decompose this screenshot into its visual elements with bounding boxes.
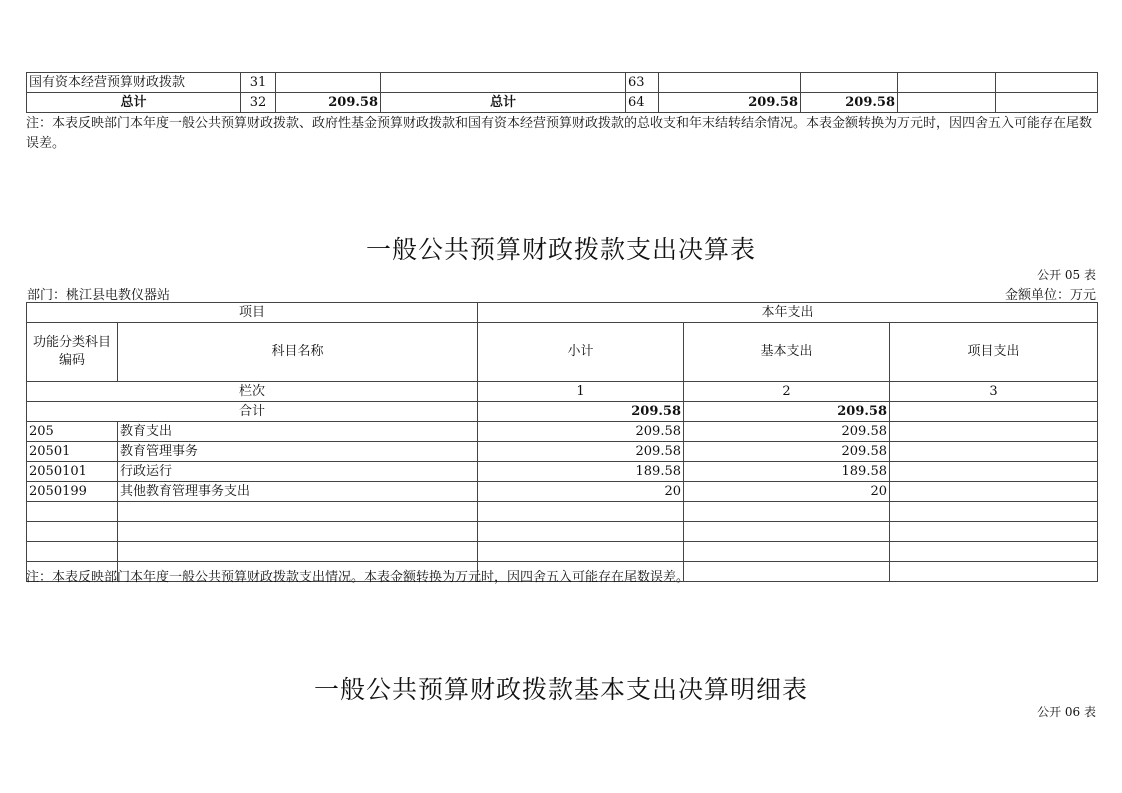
total-label-right: 总计 <box>381 93 626 113</box>
total-amount-right: 209.58 <box>659 93 801 113</box>
header-project: 项目 <box>27 303 478 323</box>
total-number: 32 <box>241 93 276 113</box>
total-number-right: 64 <box>626 93 659 113</box>
row-code: 2050199 <box>27 482 118 502</box>
total-row <box>27 93 1098 113</box>
table5-code: 公开 05 表 <box>1037 268 1096 282</box>
total-project <box>890 402 1098 422</box>
row-subtotal: 189.58 <box>478 462 684 482</box>
col-1: 1 <box>478 382 684 402</box>
total-row <box>27 402 1098 422</box>
row-number: 31 <box>241 73 276 93</box>
total-basic: 209.58 <box>684 402 890 422</box>
header-row <box>27 303 1098 323</box>
row-basic: 189.58 <box>684 462 890 482</box>
total-label: 总计 <box>27 93 241 113</box>
row-name: 教育管理事务 <box>118 442 478 462</box>
header-subtotal: 小计 <box>478 323 684 382</box>
row-subtotal: 209.58 <box>478 442 684 462</box>
table-row <box>27 482 1098 502</box>
total-amount: 209.58 <box>276 93 381 113</box>
row-code: 2050101 <box>27 462 118 482</box>
row-subtotal: 20 <box>478 482 684 502</box>
empty-row <box>27 542 1098 562</box>
col-2: 2 <box>684 382 890 402</box>
row-number-right: 63 <box>626 73 659 93</box>
header-project-exp: 项目支出 <box>890 323 1098 382</box>
empty-row <box>27 522 1098 542</box>
total-subtotal: 209.58 <box>478 402 684 422</box>
row-code: 205 <box>27 422 118 442</box>
unit-label: 金额单位：万元 <box>1004 288 1096 303</box>
column-number-row <box>27 382 1098 402</box>
total-amount-right-2: 209.58 <box>801 93 898 113</box>
row-project <box>890 462 1098 482</box>
row-basic: 209.58 <box>684 442 890 462</box>
row-name: 教育支出 <box>118 422 478 442</box>
table6-code: 公开 06 表 <box>1037 705 1096 719</box>
row-project <box>890 442 1098 462</box>
row-subtotal: 209.58 <box>478 422 684 442</box>
header-current-year: 本年支出 <box>478 303 1098 323</box>
row-label: 国有资本经营预算财政拨款 <box>27 73 241 93</box>
row-basic: 20 <box>684 482 890 502</box>
header-basic: 基本支出 <box>684 323 890 382</box>
expenditure-table <box>26 302 1098 582</box>
row-project <box>890 482 1098 502</box>
department-label: 部门：桃江县电教仪器站 <box>27 288 171 303</box>
table-row <box>27 73 1098 93</box>
total-label: 合计 <box>27 402 478 422</box>
table-row <box>27 422 1098 442</box>
table4-note: 注：本表反映部门本年度一般公共预算财政拨款、政府性基金预算财政拨款和国有资本经营预算财政拨款的总收支和年末结转结余情况。本表金额转换为万元时，因四舍五入可能存在尾数误差。 <box>26 116 1093 151</box>
table6-title: 一般公共预算财政拨款基本支出决算明细表 <box>313 675 808 704</box>
header-row <box>27 323 1098 382</box>
empty-row <box>27 502 1098 522</box>
col-3: 3 <box>890 382 1098 402</box>
row-basic: 209.58 <box>684 422 890 442</box>
header-subject-name: 科目名称 <box>118 323 478 382</box>
summary-table-tail <box>26 72 1098 113</box>
table-row <box>27 462 1098 482</box>
table-row <box>27 442 1098 462</box>
table5-title: 一般公共预算财政拨款支出决算表 <box>365 235 756 264</box>
table5-note: 注：本表反映部门本年度一般公共预算财政拨款支出情况。本表金额转换为万元时，因四舍五入可能存在尾数误差。 <box>26 570 690 585</box>
row-name: 行政运行 <box>118 462 478 482</box>
header-func-code: 功能分类科目编码 <box>27 323 118 382</box>
row-name: 其他教育管理事务支出 <box>118 482 478 502</box>
row-code: 20501 <box>27 442 118 462</box>
row-project <box>890 422 1098 442</box>
column-no-label: 栏次 <box>27 382 478 402</box>
